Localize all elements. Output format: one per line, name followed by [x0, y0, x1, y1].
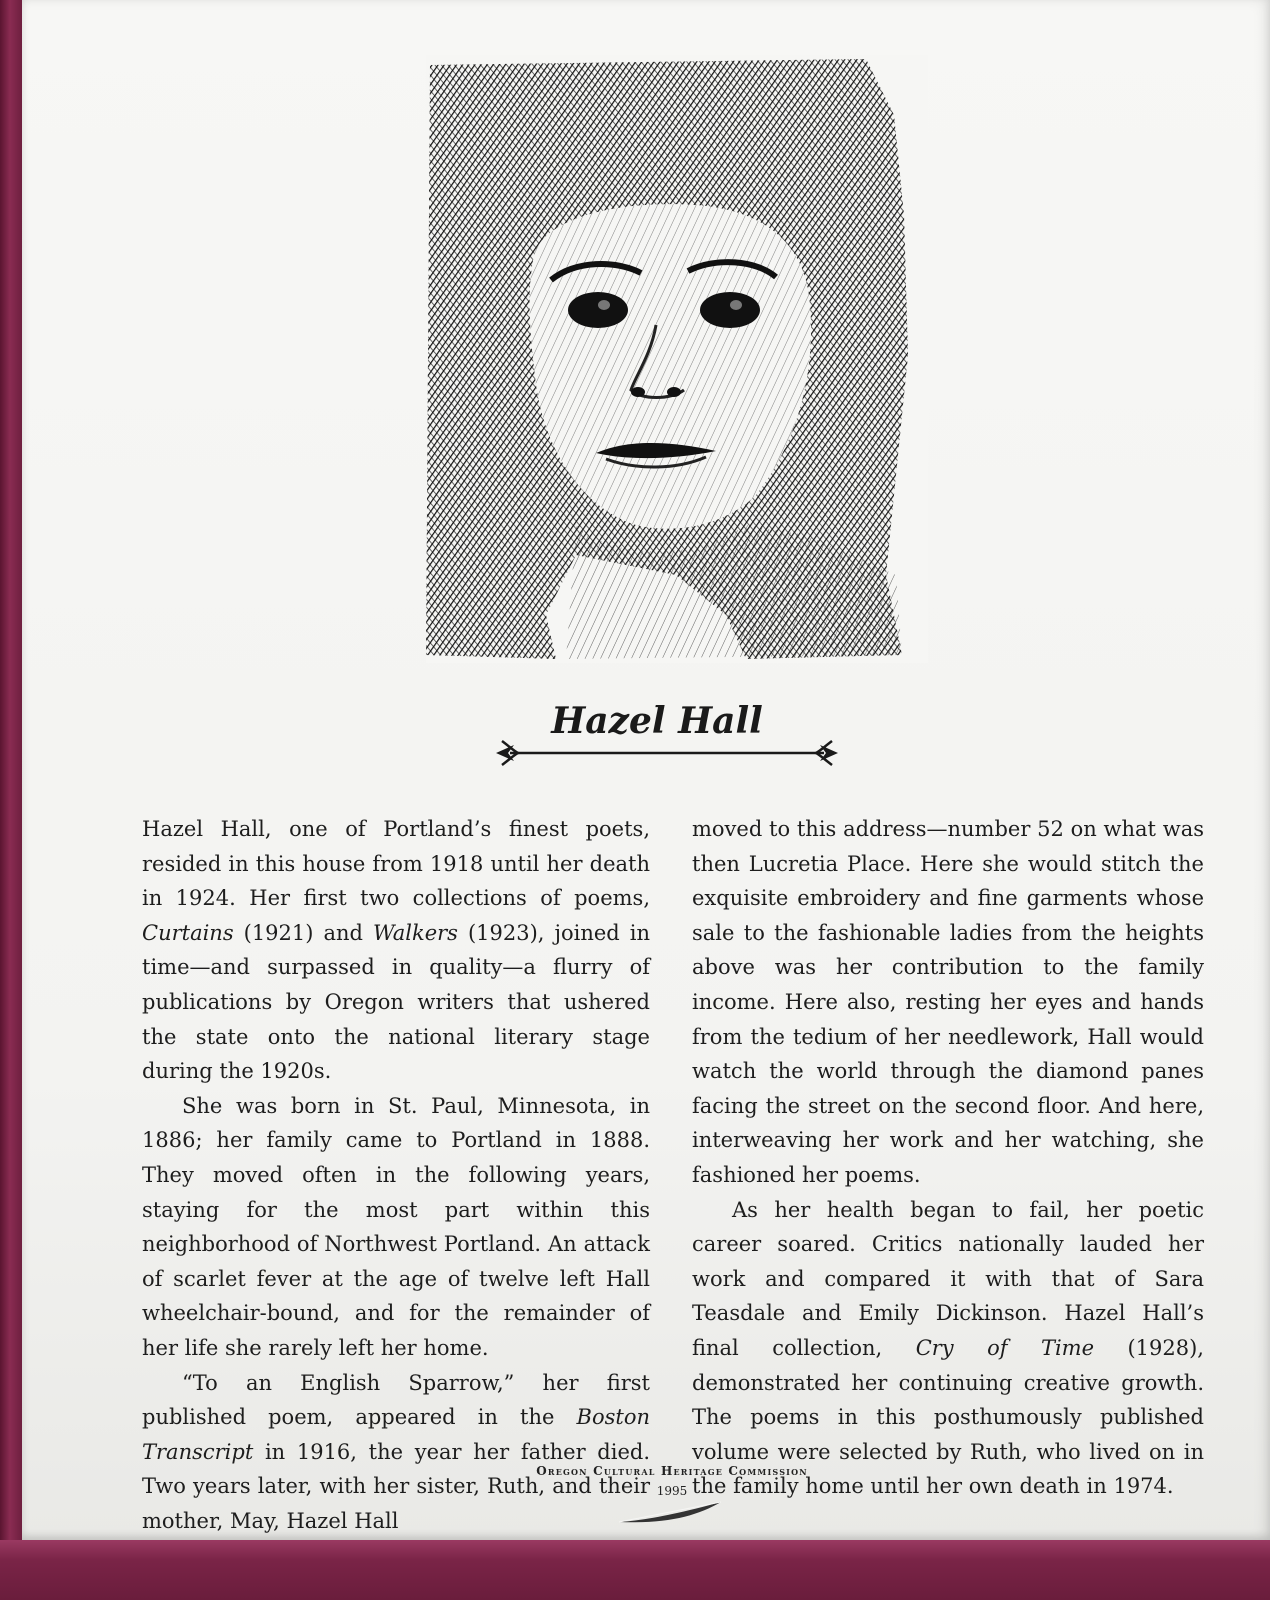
plaque-frame-bottom — [0, 1540, 1270, 1600]
paragraph-text: “To an English Sparrow,” her first published poem, appeared in the — [142, 1370, 650, 1430]
book-title: Curtains — [142, 920, 234, 945]
page-title: Hazel Hall — [551, 700, 763, 742]
text-column-left — [142, 812, 650, 1538]
paragraph-text: Hazel Hall, one of Portland’s finest poets, resided in this house from 1918 until her death in 1924. Her first two collections of poems, — [142, 817, 650, 911]
paragraph — [692, 1193, 1204, 1504]
paragraph-text: (1921) and — [233, 920, 373, 945]
paragraph — [142, 1366, 650, 1539]
paragraph-text: (1923), joined in time—and surpassed in quality—a flurry of publications by Oregon writers that ushered the state onto the national literary stage during the 1920s. — [142, 920, 650, 1084]
paragraph-text: in 1916, the year her father died. Two years later, with her sister, Ruth, and their mother, May, Hazel Hall — [142, 1439, 650, 1533]
book-title: Walkers — [372, 920, 458, 945]
publication-title: Boston Transcript — [142, 1405, 650, 1464]
paragraph-text: As her health began to fail, her poetic career soared. Critics nationally lauded her work and compared it with that of Sara Teasdale and Emily Dickinson. Hazel Hall’s final collection, — [692, 1197, 1204, 1360]
paragraph: She was born in St. Paul, Minnesota, in 1886; her family came to Portland in 1888. They moved often in the following years, staying for the most part within this neighborhood of Northwest Portland. An attack of scarlet fever at the age of twelve left Hall wheelchair-bound, and for the remainder of her life she rarely left her home. — [142, 1093, 650, 1360]
credit-organization: Oregon Cultural Heritage Commission — [536, 1464, 808, 1478]
credit-year: 1995 — [656, 1484, 688, 1498]
paragraph — [142, 812, 650, 1089]
book-title: Cry of Time — [915, 1335, 1095, 1360]
feather-icon — [617, 1498, 727, 1528]
paragraph: moved to this address—number 52 on what was then Lucretia Place. Here she would stitch the exquisite embroidery and fine garments whose sale to the fashionable ladies from the heights above was her contribution to the family income. Here also, resting her eyes and hands from the tedium of her needlework, Hall would watch the world through the diamond panes facing the street on the second floor. And here, interweaving her work and her watching, she fashioned her poems. — [692, 817, 1204, 1187]
paragraph-text: (1928), demonstrated her continuing creative growth. The poems in this posthumously published volume were selected by Ruth, who lived on in the family home until her own death in 1974. — [692, 1335, 1204, 1499]
text-column-right — [692, 812, 1204, 1504]
historical-plaque — [22, 0, 1270, 1540]
title-ornament — [492, 733, 842, 773]
portrait-engraving — [426, 55, 928, 663]
